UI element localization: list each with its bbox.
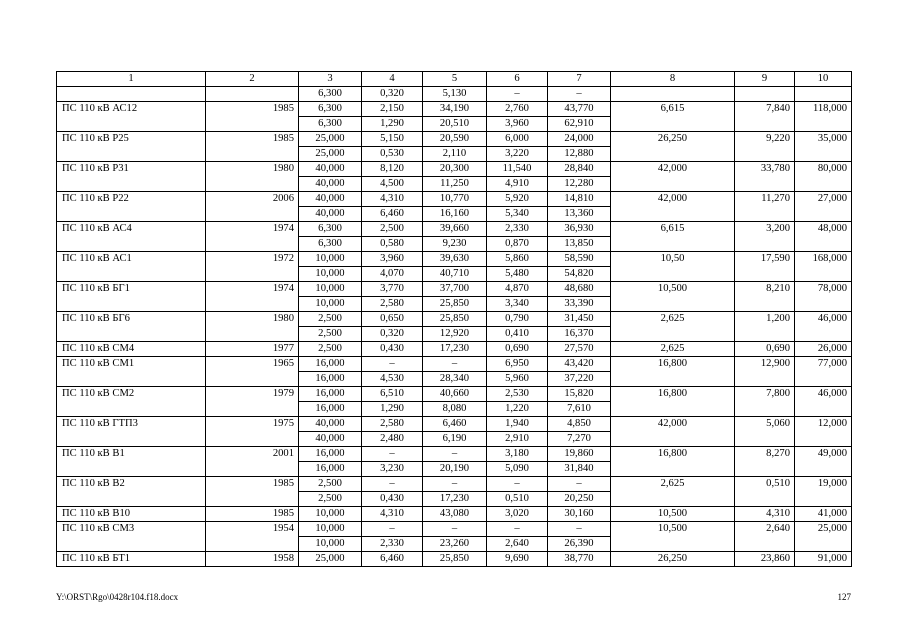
table-row — [57, 507, 852, 522]
table-cell: 23,260 — [423, 537, 487, 552]
table-cell: 5,860 — [487, 252, 548, 267]
table-row — [57, 132, 852, 147]
table-cell: 20,190 — [423, 462, 487, 477]
table-cell: 14,810 — [548, 192, 611, 207]
table-cell: 4,310 — [362, 507, 423, 522]
table-row — [57, 222, 852, 237]
table-cell: 11,270 — [735, 192, 795, 222]
table-cell: 25,000 — [795, 522, 852, 552]
table-cell: 2,530 — [487, 387, 548, 402]
table-cell: 4,310 — [362, 192, 423, 207]
table-cell: 118,000 — [795, 102, 852, 132]
table-row — [57, 357, 852, 372]
footer-file-path: Y:\ORST\Rgo\0428r104.f18.docx — [56, 592, 179, 602]
table-cell: 5,060 — [735, 417, 795, 447]
table-cell: 20,510 — [423, 117, 487, 132]
table-cell: 39,630 — [423, 252, 487, 267]
table-cell: 2,330 — [487, 222, 548, 237]
table-cell: 16,800 — [611, 447, 735, 477]
table-cell: 34,190 — [423, 102, 487, 117]
table-cell — [57, 87, 206, 102]
table-cell: 40,000 — [299, 432, 362, 447]
table-cell: 39,660 — [423, 222, 487, 237]
table-cell: 42,000 — [611, 417, 735, 447]
table-cell: 25,850 — [423, 297, 487, 312]
table-cell: 9,230 — [423, 237, 487, 252]
table-cell: 6,460 — [423, 417, 487, 432]
table-cell: 7,840 — [735, 102, 795, 132]
table-cell: 7,800 — [735, 387, 795, 417]
table-cell: 8,210 — [735, 282, 795, 312]
table-cell: 3,200 — [735, 222, 795, 252]
table-cell: 2,625 — [611, 342, 735, 357]
substation-name-cell: ПС 110 кВ В1 — [57, 447, 206, 477]
substation-name-cell: ПС 110 кВ АС4 — [57, 222, 206, 252]
table-cell: 10,000 — [299, 282, 362, 297]
table-cell — [735, 87, 795, 102]
table-cell: 6,300 — [299, 87, 362, 102]
table-cell: 2,500 — [299, 492, 362, 507]
year-cell: 1977 — [206, 342, 299, 357]
substation-name-cell: ПС 110 кВ ГТП3 — [57, 417, 206, 447]
table-cell: 5,480 — [487, 267, 548, 282]
table-cell: 62,910 — [548, 117, 611, 132]
table-cell: 13,360 — [548, 207, 611, 222]
table-cell: 40,000 — [299, 177, 362, 192]
column-header: 3 — [299, 72, 362, 87]
table-row — [57, 312, 852, 327]
table-cell: 6,300 — [299, 117, 362, 132]
table-cell: 0,870 — [487, 237, 548, 252]
table-cell: 49,000 — [795, 447, 852, 477]
table-cell: – — [548, 87, 611, 102]
table-cell: 15,820 — [548, 387, 611, 402]
table-row — [57, 522, 852, 537]
substation-name-cell: ПС 110 кВ БГ6 — [57, 312, 206, 342]
table-row — [57, 477, 852, 492]
table-cell: 28,340 — [423, 372, 487, 387]
table-cell: 10,000 — [299, 267, 362, 282]
table-cell: 16,000 — [299, 402, 362, 417]
table-cell: 6,950 — [487, 357, 548, 372]
year-cell: 1979 — [206, 387, 299, 417]
table-cell: 4,850 — [548, 417, 611, 432]
table-cell: 1,200 — [735, 312, 795, 342]
table-cell: 1,940 — [487, 417, 548, 432]
table-cell: 10,500 — [611, 522, 735, 552]
substation-name-cell: ПС 110 кВ В2 — [57, 477, 206, 507]
table-cell: 11,540 — [487, 162, 548, 177]
table-cell: 0,430 — [362, 492, 423, 507]
column-header: 7 — [548, 72, 611, 87]
table-cell: 6,615 — [611, 102, 735, 132]
substation-name-cell: ПС 110 кВ Р25 — [57, 132, 206, 162]
table-cell: 2,760 — [487, 102, 548, 117]
table-cell: 28,840 — [548, 162, 611, 177]
table-cell: 6,510 — [362, 387, 423, 402]
table-cell: – — [362, 477, 423, 492]
year-cell: 1972 — [206, 252, 299, 282]
table-cell: 30,160 — [548, 507, 611, 522]
table-cell: 4,310 — [735, 507, 795, 522]
table-row — [57, 87, 852, 102]
table-cell: 2,580 — [362, 297, 423, 312]
table-cell: 24,000 — [548, 132, 611, 147]
table-cell: 80,000 — [795, 162, 852, 192]
table-cell: 16,800 — [611, 357, 735, 387]
table-cell: 5,090 — [487, 462, 548, 477]
table-cell: 17,230 — [423, 342, 487, 357]
table-cell — [795, 87, 852, 102]
table-cell: 35,000 — [795, 132, 852, 162]
table-cell: 4,500 — [362, 177, 423, 192]
table-cell: 8,080 — [423, 402, 487, 417]
table-cell: 10,500 — [611, 507, 735, 522]
table-cell: 54,820 — [548, 267, 611, 282]
table-cell: – — [423, 357, 487, 372]
year-cell: 1985 — [206, 507, 299, 522]
table-cell: 20,250 — [548, 492, 611, 507]
table-cell: 42,000 — [611, 192, 735, 222]
table-cell: 4,530 — [362, 372, 423, 387]
column-header: 6 — [487, 72, 548, 87]
year-cell: 1974 — [206, 282, 299, 312]
table-cell: 5,960 — [487, 372, 548, 387]
table-cell: 25,000 — [299, 552, 362, 567]
table-cell: 78,000 — [795, 282, 852, 312]
table-cell: 4,070 — [362, 267, 423, 282]
table-cell: 6,460 — [362, 552, 423, 567]
year-cell: 1985 — [206, 477, 299, 507]
table-cell: 2,500 — [299, 327, 362, 342]
table-body — [57, 72, 852, 567]
table-cell: – — [423, 522, 487, 537]
table-cell: 2,500 — [299, 342, 362, 357]
table-cell: 3,020 — [487, 507, 548, 522]
table-cell: 0,690 — [735, 342, 795, 357]
table-cell: 43,420 — [548, 357, 611, 372]
year-cell: 1974 — [206, 222, 299, 252]
table-cell: 6,300 — [299, 102, 362, 117]
table-cell: 2,110 — [423, 147, 487, 162]
table-cell: 26,250 — [611, 132, 735, 162]
table-cell: – — [487, 477, 548, 492]
table-cell: 26,390 — [548, 537, 611, 552]
table-cell: 0,510 — [735, 477, 795, 507]
table-row — [57, 552, 852, 567]
table-cell: 3,180 — [487, 447, 548, 462]
table-cell: 16,800 — [611, 387, 735, 417]
table-cell: 12,880 — [548, 147, 611, 162]
substation-name-cell: ПС 110 кВ БГ1 — [57, 282, 206, 312]
table-cell — [611, 87, 735, 102]
table-cell: 12,000 — [795, 417, 852, 447]
table-cell: 4,870 — [487, 282, 548, 297]
table-cell: 10,000 — [299, 507, 362, 522]
table-cell: 6,300 — [299, 222, 362, 237]
table-row — [57, 417, 852, 432]
table-cell: 3,770 — [362, 282, 423, 297]
substation-name-cell: ПС 110 кВ СМ4 — [57, 342, 206, 357]
table-cell: 31,840 — [548, 462, 611, 477]
column-header: 1 — [57, 72, 206, 87]
year-cell: 1980 — [206, 312, 299, 342]
table-cell: 7,270 — [548, 432, 611, 447]
table-cell: – — [487, 522, 548, 537]
table-cell: 37,220 — [548, 372, 611, 387]
table-cell: 2,500 — [299, 312, 362, 327]
table-cell: 0,510 — [487, 492, 548, 507]
table-cell: 33,780 — [735, 162, 795, 192]
table-cell: 43,770 — [548, 102, 611, 117]
table-cell — [206, 87, 299, 102]
table-cell: 48,680 — [548, 282, 611, 297]
substation-name-cell: ПС 110 кВ Р31 — [57, 162, 206, 192]
table-cell: 0,650 — [362, 312, 423, 327]
table-cell: 0,690 — [487, 342, 548, 357]
substation-name-cell: ПС 110 кВ СМ2 — [57, 387, 206, 417]
table-cell: 46,000 — [795, 312, 852, 342]
table-cell: 1,290 — [362, 117, 423, 132]
table-cell: 5,130 — [423, 87, 487, 102]
table-cell: 2,640 — [735, 522, 795, 552]
substation-name-cell: ПС 110 кВ АС12 — [57, 102, 206, 132]
table-cell: 33,390 — [548, 297, 611, 312]
substation-name-cell: ПС 110 кВ В10 — [57, 507, 206, 522]
table-cell: 2,625 — [611, 312, 735, 342]
table-cell: 6,460 — [362, 207, 423, 222]
table-cell: 3,220 — [487, 147, 548, 162]
table-cell: 31,450 — [548, 312, 611, 327]
table-cell: 40,000 — [299, 207, 362, 222]
table-cell: 26,000 — [795, 342, 852, 357]
table-cell: 12,900 — [735, 357, 795, 387]
table-cell: 2,150 — [362, 102, 423, 117]
year-cell: 2006 — [206, 192, 299, 222]
column-header: 10 — [795, 72, 852, 87]
table-cell: 16,000 — [299, 357, 362, 372]
table-cell: 9,690 — [487, 552, 548, 567]
table-row — [57, 102, 852, 117]
table-cell: 16,000 — [299, 462, 362, 477]
table-cell: 91,000 — [795, 552, 852, 567]
table-cell: 168,000 — [795, 252, 852, 282]
year-cell: 1985 — [206, 102, 299, 132]
table-row — [57, 342, 852, 357]
table-cell: 0,410 — [487, 327, 548, 342]
table-cell: 27,000 — [795, 192, 852, 222]
table-cell: 41,000 — [795, 507, 852, 522]
table-cell: 1,220 — [487, 402, 548, 417]
table-cell: 5,150 — [362, 132, 423, 147]
table-cell: 10,500 — [611, 282, 735, 312]
table-cell: – — [423, 447, 487, 462]
table-cell: 0,580 — [362, 237, 423, 252]
table-cell: 16,160 — [423, 207, 487, 222]
table-cell: 20,300 — [423, 162, 487, 177]
year-cell: 1958 — [206, 552, 299, 567]
table-row — [57, 282, 852, 297]
table-cell: 40,000 — [299, 192, 362, 207]
table-cell: 0,320 — [362, 87, 423, 102]
year-cell: 1965 — [206, 357, 299, 387]
table-cell: 25,850 — [423, 552, 487, 567]
table-cell: 43,080 — [423, 507, 487, 522]
table-cell: 16,000 — [299, 387, 362, 402]
table-cell: – — [487, 87, 548, 102]
substation-name-cell: ПС 110 кВ СМ1 — [57, 357, 206, 387]
table-cell: 0,530 — [362, 147, 423, 162]
table-cell: 58,590 — [548, 252, 611, 267]
table-cell: 27,570 — [548, 342, 611, 357]
table-cell: 10,000 — [299, 537, 362, 552]
table-cell: – — [362, 357, 423, 372]
year-cell: 1980 — [206, 162, 299, 192]
substation-name-cell: ПС 110 кВ АС1 — [57, 252, 206, 282]
table-cell: 2,640 — [487, 537, 548, 552]
table-row — [57, 192, 852, 207]
table-cell: 9,220 — [735, 132, 795, 162]
table-header-row — [57, 72, 852, 87]
table-cell: – — [548, 477, 611, 492]
table-cell: 25,000 — [299, 147, 362, 162]
table-cell: 16,370 — [548, 327, 611, 342]
table-cell: 2,480 — [362, 432, 423, 447]
table-cell: 2,910 — [487, 432, 548, 447]
column-header: 2 — [206, 72, 299, 87]
table-cell: 38,770 — [548, 552, 611, 567]
table-cell: 40,000 — [299, 417, 362, 432]
table-cell: 46,000 — [795, 387, 852, 417]
table-cell: 7,610 — [548, 402, 611, 417]
substation-name-cell: ПС 110 кВ Р22 — [57, 192, 206, 222]
table-row — [57, 387, 852, 402]
table-cell: 2,500 — [299, 477, 362, 492]
table-cell: 40,710 — [423, 267, 487, 282]
table-cell: 3,960 — [487, 117, 548, 132]
column-header: 4 — [362, 72, 423, 87]
table-cell: 3,340 — [487, 297, 548, 312]
table-cell: 5,340 — [487, 207, 548, 222]
substation-name-cell: ПС 110 кВ БТ1 — [57, 552, 206, 567]
table-cell: – — [362, 522, 423, 537]
table-cell: 10,50 — [611, 252, 735, 282]
table-cell: 2,580 — [362, 417, 423, 432]
table-cell: 0,320 — [362, 327, 423, 342]
table-cell: 5,920 — [487, 192, 548, 207]
data-table — [56, 71, 852, 567]
table-cell: 8,120 — [362, 162, 423, 177]
table-row — [57, 162, 852, 177]
table-cell: 13,850 — [548, 237, 611, 252]
table-cell: 10,770 — [423, 192, 487, 207]
table-cell: 2,500 — [362, 222, 423, 237]
table-cell: – — [548, 522, 611, 537]
column-header: 8 — [611, 72, 735, 87]
table-cell: 16,000 — [299, 447, 362, 462]
table-cell: – — [362, 447, 423, 462]
table-cell: 6,300 — [299, 237, 362, 252]
year-cell: 1975 — [206, 417, 299, 447]
table-cell: 25,000 — [299, 132, 362, 147]
table-row — [57, 447, 852, 462]
table-row — [57, 252, 852, 267]
table-cell: 11,250 — [423, 177, 487, 192]
table-cell: 6,615 — [611, 222, 735, 252]
table-cell: 0,430 — [362, 342, 423, 357]
substation-name-cell: ПС 110 кВ СМ3 — [57, 522, 206, 552]
table-cell: 1,290 — [362, 402, 423, 417]
table-cell: 2,625 — [611, 477, 735, 507]
table-cell: 25,850 — [423, 312, 487, 327]
table-cell: 42,000 — [611, 162, 735, 192]
table-cell: 16,000 — [299, 372, 362, 387]
table-cell: 40,000 — [299, 162, 362, 177]
year-cell: 2001 — [206, 447, 299, 477]
table-cell: 3,960 — [362, 252, 423, 267]
table-cell: 19,860 — [548, 447, 611, 462]
table-cell: 20,590 — [423, 132, 487, 147]
table-cell: 36,930 — [548, 222, 611, 237]
table-cell: 77,000 — [795, 357, 852, 387]
table-cell: 3,230 — [362, 462, 423, 477]
column-header: 5 — [423, 72, 487, 87]
table-cell: 40,660 — [423, 387, 487, 402]
table-cell: 26,250 — [611, 552, 735, 567]
year-cell: 1985 — [206, 132, 299, 162]
table-cell: 6,190 — [423, 432, 487, 447]
table-cell: 17,590 — [735, 252, 795, 282]
table-cell: 4,910 — [487, 177, 548, 192]
table-cell: 10,000 — [299, 522, 362, 537]
table-cell: 37,700 — [423, 282, 487, 297]
column-header: 9 — [735, 72, 795, 87]
table-cell: 12,920 — [423, 327, 487, 342]
year-cell: 1954 — [206, 522, 299, 552]
table-cell: 8,270 — [735, 447, 795, 477]
footer-page-number: 127 — [837, 592, 851, 602]
table-cell: 6,000 — [487, 132, 548, 147]
table-cell: 12,280 — [548, 177, 611, 192]
table-cell: 19,000 — [795, 477, 852, 507]
table-cell: 48,000 — [795, 222, 852, 252]
table-cell: 23,860 — [735, 552, 795, 567]
table-cell: 10,000 — [299, 297, 362, 312]
table-cell: 17,230 — [423, 492, 487, 507]
table-cell: 0,790 — [487, 312, 548, 327]
table-cell: 2,330 — [362, 537, 423, 552]
table-cell: – — [423, 477, 487, 492]
table-cell: 10,000 — [299, 252, 362, 267]
